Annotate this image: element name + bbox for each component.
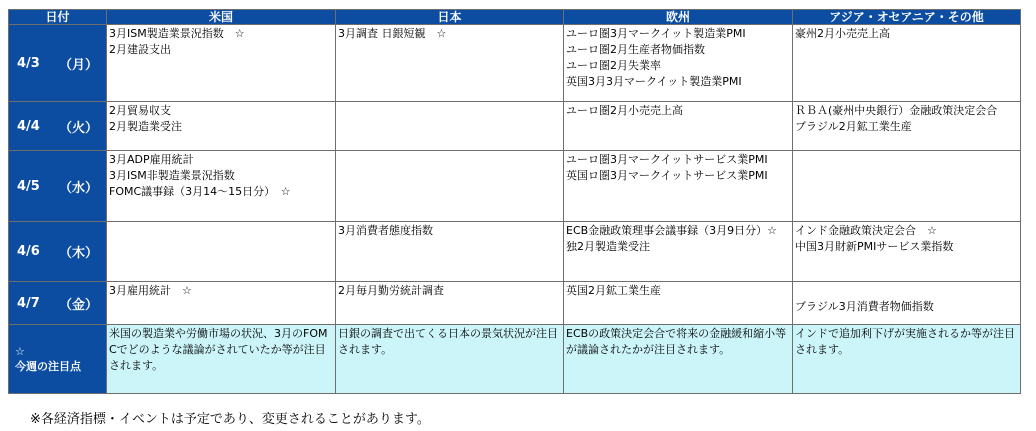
event-item xyxy=(795,283,1018,299)
header-europe: 欧州 xyxy=(564,10,793,25)
japan-events xyxy=(336,102,564,151)
event-item: 3月調査 日銀短観 ☆ xyxy=(338,27,447,40)
weekly-focus-label: 今週の注目点 xyxy=(15,360,81,373)
event-item: 3月ADP雇用統計 xyxy=(109,153,194,166)
weekday-label: （木） xyxy=(58,246,98,261)
date-label: 4/7 xyxy=(17,295,40,311)
header-japan: 日本 xyxy=(336,10,564,25)
japan-focus: 日銀の調査で出てくる日本の景気状況が注目されます。 xyxy=(336,325,564,394)
table-row xyxy=(9,222,1021,282)
weekly-economic-calendar xyxy=(8,9,1021,394)
event-item: ユーロ圏3月マークイットサービス業PMI xyxy=(566,153,768,166)
event-item: ユーロ圏2月生産者物価指数 xyxy=(566,43,705,56)
asia-events xyxy=(793,282,1021,325)
date-label: 4/4 xyxy=(17,118,40,134)
asia-events xyxy=(793,151,1021,222)
event-item: ユーロ圏2月失業率 xyxy=(566,59,661,72)
event-item: ブラジル3月消費者物価指数 xyxy=(795,300,934,313)
event-item: FOMC議事録（3月14～15日分） ☆ xyxy=(109,185,291,198)
table-row xyxy=(9,282,1021,325)
event-item: 2月製造業受注 xyxy=(109,120,182,133)
europe-events xyxy=(564,151,793,222)
event-item: 2月貿易収支 xyxy=(109,104,171,117)
event-item: 英国2月鉱工業生産 xyxy=(566,284,661,297)
weekday-label: （火） xyxy=(58,120,98,136)
event-item: ユーロ圏3月マークイット製造業PMI xyxy=(566,27,746,40)
japan-events xyxy=(336,25,564,102)
weekday-label: （水） xyxy=(58,180,98,196)
europe-events xyxy=(564,102,793,151)
disclaimer-footnote: ※各経済指標・イベントは予定であり、変更されることがあります。 xyxy=(30,412,430,427)
us-events xyxy=(107,102,336,151)
weekly-focus-label-cell xyxy=(9,325,107,394)
event-item: ＲＢＡ(豪州中央銀行）金融政策決定会合 xyxy=(795,104,998,117)
us-focus: 米国の製造業や労働市場の状況、3月のFOMCでどのような議論がされていたか等が注目されます。 xyxy=(107,325,336,394)
event-item: 2月毎月勤労統計調査 xyxy=(338,284,444,297)
japan-events xyxy=(336,151,564,222)
asia-events xyxy=(793,25,1021,102)
date-label: 4/5 xyxy=(17,178,40,194)
event-item: インド金融政策決定会合 ☆ xyxy=(795,224,937,237)
event-item: ECB金融政策理事会議事録（3月9日分）☆ xyxy=(566,224,778,237)
event-item: 3月ISM非製造業景況指数 xyxy=(109,169,235,182)
event-item: 中国3月財新PMIサービス業指数 xyxy=(795,240,954,253)
table-row xyxy=(9,25,1021,102)
us-events xyxy=(107,151,336,222)
date-cell xyxy=(9,25,107,102)
event-item: ブラジル2月鉱工業生産 xyxy=(795,120,912,133)
event-item: ユーロ圏2月小売売上高 xyxy=(566,104,683,117)
asia-focus: インドで追加利下げが実施されるか等が注目されます。 xyxy=(793,325,1021,394)
star-icon: ☆ xyxy=(15,345,25,358)
japan-events xyxy=(336,222,564,282)
europe-focus: ECBの政策決定会合で将来の金融緩和縮小等が議論されたかが注目されます。 xyxy=(564,325,793,394)
us-events xyxy=(107,282,336,325)
event-item: 英国3月3月マークイット製造業PMI xyxy=(566,75,742,88)
header-date: 日付 xyxy=(9,10,107,25)
event-item: 3月消費者態度指数 xyxy=(338,224,433,237)
date-label: 4/3 xyxy=(17,55,40,71)
date-cell xyxy=(9,222,107,282)
asia-events xyxy=(793,102,1021,151)
us-events xyxy=(107,222,336,282)
europe-events xyxy=(564,282,793,325)
header-us: 米国 xyxy=(107,10,336,25)
date-cell xyxy=(9,102,107,151)
date-cell xyxy=(9,282,107,325)
event-item: 豪州2月小売売上高 xyxy=(795,27,890,40)
europe-events xyxy=(564,25,793,102)
header-asia-oceania: アジア・オセアニア・その他 xyxy=(793,10,1021,25)
weekday-label: （月） xyxy=(58,57,98,73)
date-cell xyxy=(9,151,107,222)
weekly-focus-row xyxy=(9,325,1021,394)
event-item: 独2月製造業受注 xyxy=(566,240,650,253)
asia-events xyxy=(793,222,1021,282)
table-row xyxy=(9,151,1021,222)
header-row xyxy=(9,10,1021,25)
table-row xyxy=(9,102,1021,151)
event-item: 3月ISM製造業景況指数 ☆ xyxy=(109,27,245,40)
japan-events xyxy=(336,282,564,325)
us-events xyxy=(107,25,336,102)
weekday-label: （金） xyxy=(58,297,98,313)
event-item: 英国ロ圏3月マークイットサービス業PMI xyxy=(566,169,768,182)
event-item: 3月雇用統計 ☆ xyxy=(109,284,192,297)
europe-events xyxy=(564,222,793,282)
event-item: 2月建設支出 xyxy=(109,43,171,56)
date-label: 4/6 xyxy=(17,244,40,259)
